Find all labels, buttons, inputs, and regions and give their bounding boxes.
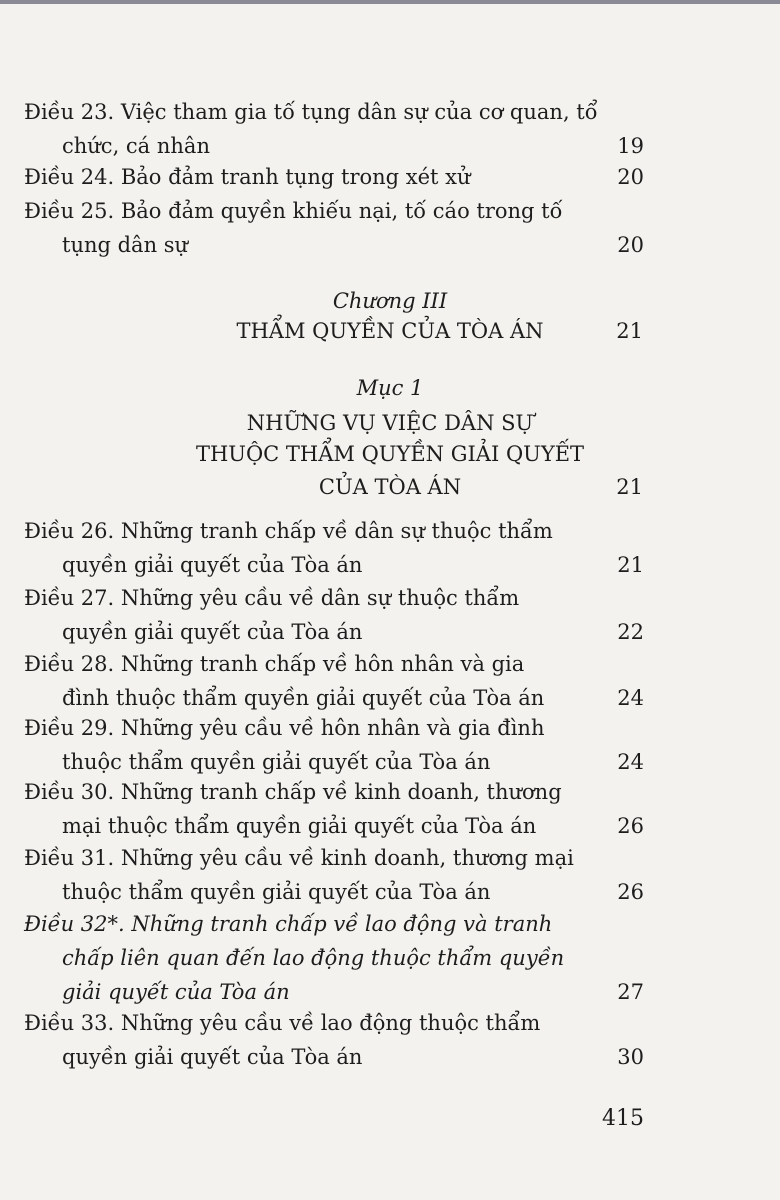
section-title-line-1: NHỮNG VỤ VIỆC DÂN SỰ (246, 411, 534, 435)
toc-entry-line: Điều 31. Những yêu cầu về kinh doanh, thương mại (24, 846, 574, 870)
toc-page-number: 24 (617, 750, 644, 774)
toc-entry-text: thuộc thẩm quyền giải quyết của Tòa án (62, 880, 491, 904)
toc-entry-line (24, 1040, 644, 1074)
toc-entry-line: Điều 33. Những yêu cầu về lao động thuộc thẩm (24, 1011, 541, 1035)
toc-entry-text: quyền giải quyết của Tòa án (62, 1045, 363, 1069)
toc-entry-text: giải quyết của Tòa án (62, 980, 290, 1004)
toc-entry-line: Điều 26. Những tranh chấp về dân sự thuộc thẩm (24, 519, 553, 543)
toc-page-number: 26 (617, 814, 644, 838)
toc-entry-line (24, 745, 644, 779)
toc-entry-dieu-33 (24, 1006, 644, 1074)
toc-entry-line (24, 228, 644, 262)
toc-page-number: 20 (617, 233, 644, 257)
section-title-line-2: THUỘC THẨM QUYỀN GIẢI QUYẾT (195, 442, 585, 466)
toc-entry-dieu-31 (24, 841, 644, 909)
section-page-number: 21 (616, 475, 643, 499)
toc-entry-text: chức, cá nhân (62, 134, 210, 158)
toc-entry-line (24, 681, 644, 715)
toc-entry-line: chấp liên quan đến lao động thuộc thẩm quyền (62, 946, 565, 970)
toc-entry-text: tụng dân sự (62, 233, 189, 257)
toc-page-number: 20 (617, 165, 644, 189)
toc-entry-text: Điều 24. Bảo đảm tranh tụng trong xét xử (24, 165, 471, 189)
toc-entry-text: mại thuộc thẩm quyền giải quyết của Tòa án (62, 814, 537, 838)
toc-entry-line: Điều 30. Những tranh chấp về kinh doanh, thương (24, 780, 562, 804)
toc-page-number: 22 (617, 620, 644, 644)
toc-page-number: 24 (617, 686, 644, 710)
toc-entry-line: Điều 27. Những yêu cầu về dân sự thuộc thẩm (24, 586, 520, 610)
toc-entry-dieu-27 (24, 581, 644, 649)
toc-entry-text: quyền giải quyết của Tòa án (62, 553, 363, 577)
section-label: Mục 1 (356, 376, 424, 400)
page-folio-number: 415 (602, 1106, 644, 1131)
toc-page-number: 19 (617, 134, 644, 158)
toc-entry-line (24, 160, 644, 194)
toc-entry-line: Điều 29. Những yêu cầu về hôn nhân và gia đình (24, 716, 545, 740)
toc-entry-text: thuộc thẩm quyền giải quyết của Tòa án (62, 750, 491, 774)
toc-entry-line (24, 615, 644, 649)
toc-entry-dieu-23 (24, 95, 644, 163)
toc-page-number: 21 (617, 553, 644, 577)
toc-entry-dieu-26 (24, 514, 644, 582)
toc-entry-line (24, 129, 644, 163)
toc-page-number: 30 (617, 1045, 644, 1069)
toc-entry-line: Điều 23. Việc tham gia tố tụng dân sự của cơ quan, tổ (24, 100, 598, 124)
toc-entry-text: đình thuộc thẩm quyền giải quyết của Tòa án (62, 686, 545, 710)
chapter-label: Chương III (332, 289, 448, 313)
toc-entry-dieu-30 (24, 775, 644, 843)
section-title-line-3: CỦA TÒA ÁN (318, 475, 462, 499)
toc-entry-dieu-24 (24, 160, 644, 194)
toc-entry-line (24, 875, 644, 909)
toc-entry-line (24, 548, 644, 582)
toc-page-number: 26 (617, 880, 644, 904)
toc-entry-dieu-25 (24, 194, 644, 262)
toc-page-number: 27 (617, 980, 644, 1004)
toc-entry-dieu-28 (24, 647, 644, 715)
toc-entry-dieu-29 (24, 711, 644, 779)
toc-entry-line: Điều 32*. Những tranh chấp về lao động và tranh (24, 912, 553, 936)
toc-entry-line (24, 975, 644, 1009)
toc-entry-line (24, 809, 644, 843)
chapter-page-number: 21 (616, 319, 643, 343)
toc-entry-dieu-32 (24, 907, 644, 1009)
toc-entry-line: Điều 25. Bảo đảm quyền khiếu nại, tố cáo trong tố (24, 199, 563, 223)
toc-entry-line: Điều 28. Những tranh chấp về hôn nhân và gia (24, 652, 525, 676)
toc-entry-text: quyền giải quyết của Tòa án (62, 620, 363, 644)
chapter-title: THẨM QUYỀN CỦA TÒA ÁN (236, 319, 544, 343)
